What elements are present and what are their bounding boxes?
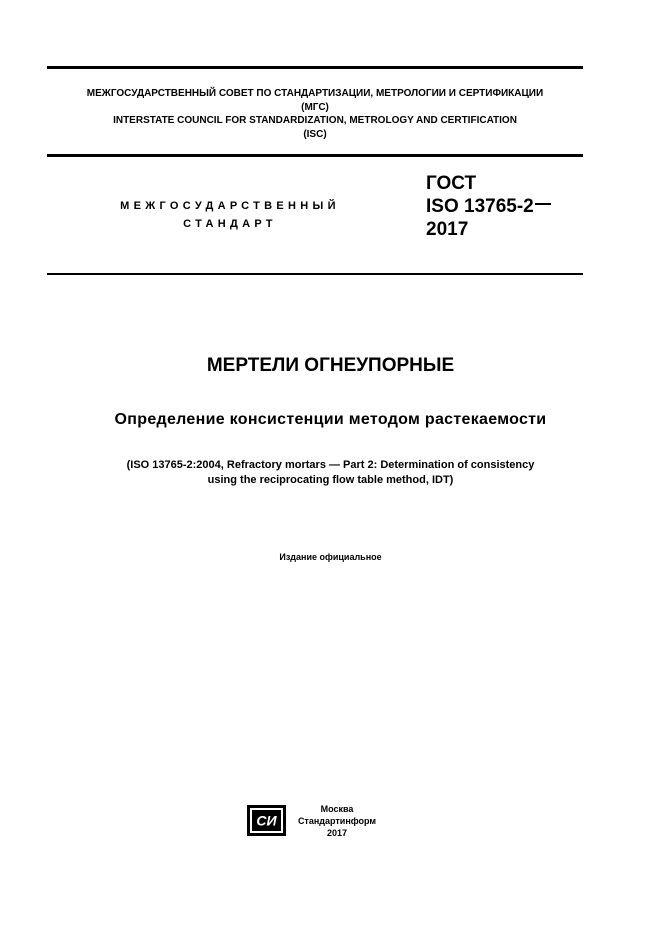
standard-type-line2: СТАНДАРТ: [183, 218, 277, 230]
gost-number-line: [426, 195, 551, 218]
top-rule: [47, 66, 583, 69]
gost-dash: [535, 203, 551, 205]
iso-reference-line1: (ISO 13765-2:2004, Refractory mortars — Part 2: Determination of consistency: [126, 459, 535, 471]
publisher-city: Москва: [320, 804, 354, 814]
standard-type-line1: МЕЖГОСУДАРСТВЕННЫЙ: [120, 200, 340, 212]
council-en-abbr: (ISC): [303, 128, 327, 140]
designation-rule: [47, 273, 583, 275]
council-ru-abbr: (МГС): [301, 101, 329, 113]
publisher-name: Стандартинформ: [297, 816, 377, 826]
gost-year: 2017: [426, 219, 469, 240]
document-subtitle: Определение консистенции методом растекаемости: [114, 411, 547, 428]
gost-designation: [426, 172, 551, 241]
header-rule: [47, 154, 583, 157]
gost-number: ISO 13765-2: [426, 196, 534, 217]
gost-label: ГОСТ: [426, 173, 477, 194]
document-title: МЕРТЕЛИ ОГНЕУПОРНЫЕ: [206, 355, 455, 376]
council-ru-name: МЕЖГОСУДАРСТВЕННЫЙ СОВЕТ ПО СТАНДАРТИЗАЦИИ, МЕТРОЛОГИИ И СЕРТИФИКАЦИИ: [86, 88, 544, 99]
council-en-name: INTERSTATE COUNCIL FOR STANDARDIZATION, METROLOGY AND CERTIFICATION: [113, 115, 517, 126]
logo-lettering: СИ: [256, 812, 277, 829]
publication-year: 2017: [326, 828, 348, 838]
standard-type: [80, 197, 380, 233]
edition-note: Издание официальное: [279, 552, 382, 562]
standartinform-logo-icon: [247, 805, 286, 836]
publisher-block: [290, 803, 384, 839]
iso-reference-line2: using the reciprocating flow table method, IDT): [207, 473, 454, 486]
iso-reference: [40, 458, 621, 487]
council-header: [47, 87, 583, 141]
